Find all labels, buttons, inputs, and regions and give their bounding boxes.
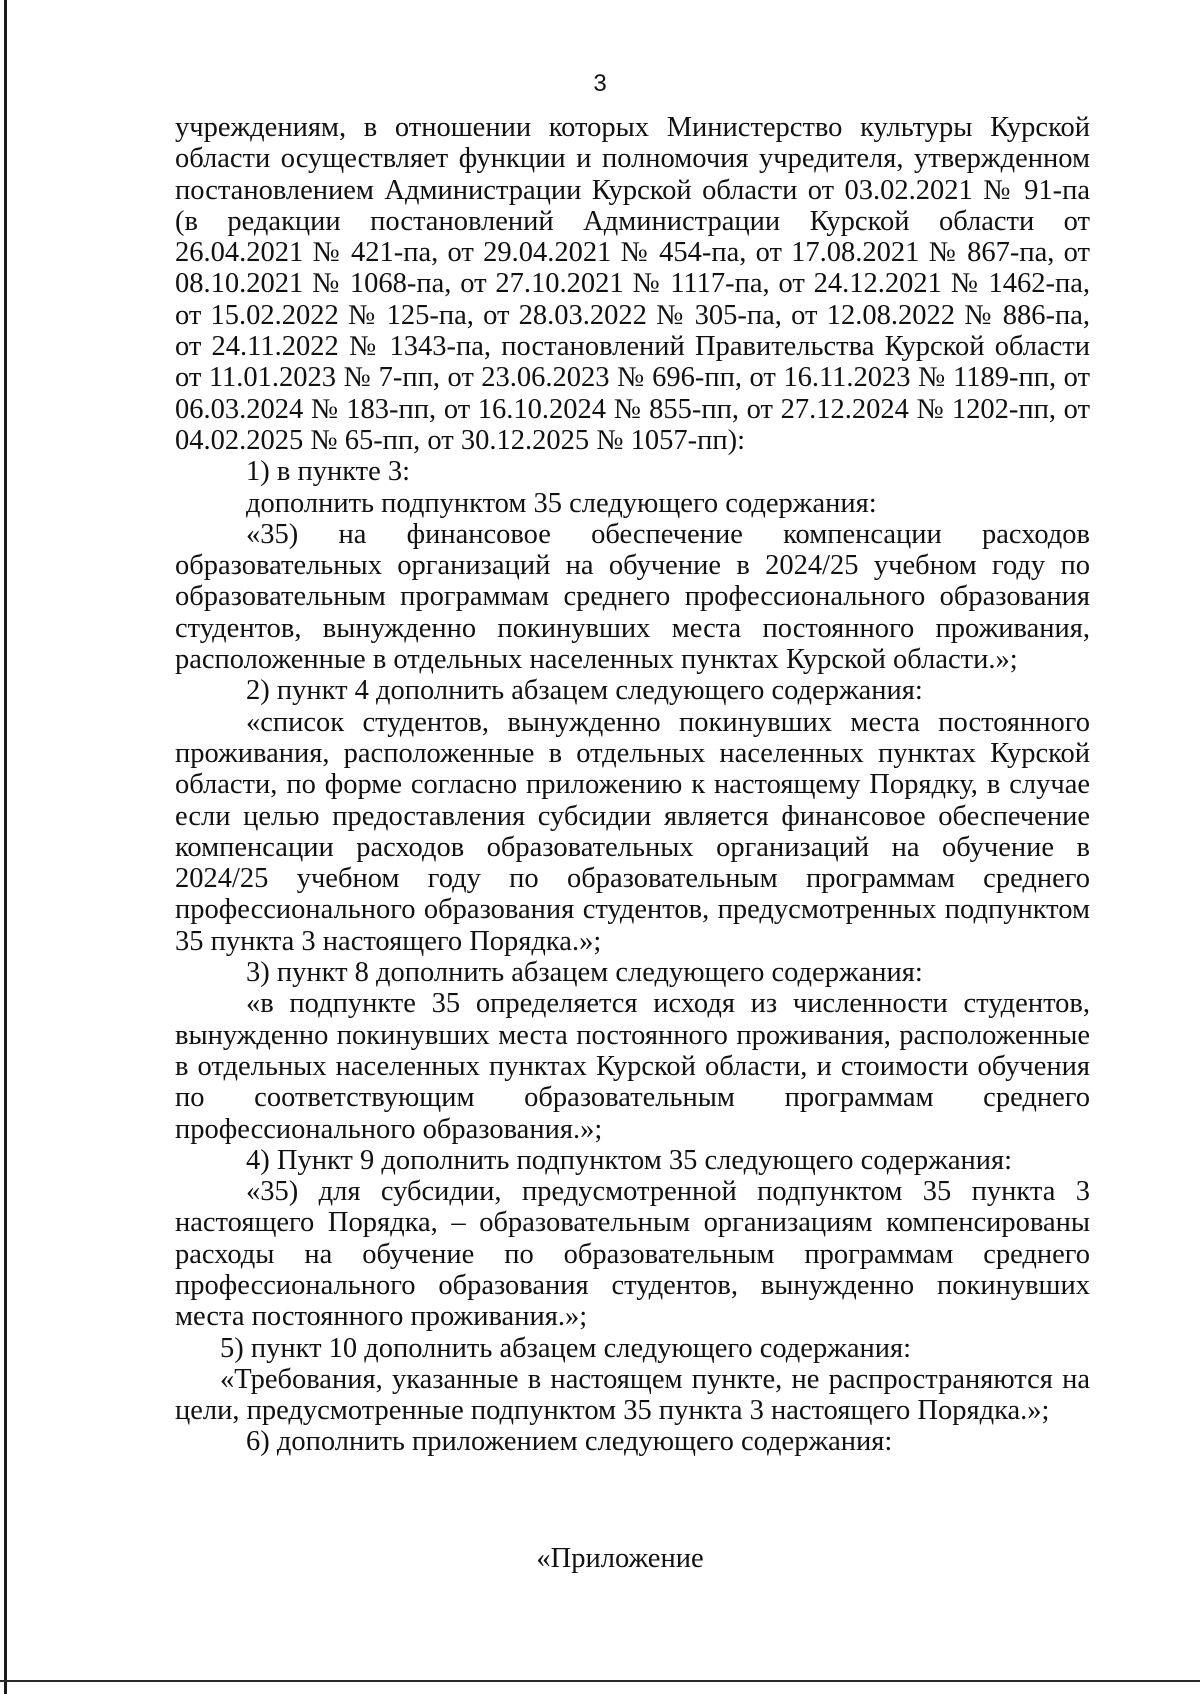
paragraph-item-3-text: «в подпункте 35 определяется исходя из численности студентов, вынужденно покинувших места постоянного проживания, расположенные в отдельных населенных пунктах Курской области, и стоимости обучения по соответствующим образовательным программам среднего профессионального образования.»; xyxy=(175,988,1090,1145)
paragraph-item-5: 5) пункт 10 дополнить абзацем следующего содержания: xyxy=(220,1332,912,1364)
paragraph-item-4-text: «35) для субсидии, предусмотренной подпунктом 35 пункта 3 настоящего Порядка, – образовательным организациям компенсированы расходы на обучение по образовательным программам среднего профессионального образования студентов, вынужденно покинувших места постоянного проживания.»; xyxy=(175,1176,1090,1333)
paragraph-item-1-text: дополнить подпунктом 35 следующего содержания: xyxy=(246,487,877,519)
paragraph-item-1: 1) в пункте 3: xyxy=(246,456,411,488)
scan-edge-bottom xyxy=(0,1680,1200,1682)
document-body xyxy=(175,112,1090,1458)
paragraph-item-4: 4) Пункт 9 дополнить подпунктом 35 следующего содержания: xyxy=(246,1144,1013,1176)
paragraph-item-2: 2) пункт 4 дополнить абзацем следующего содержания: xyxy=(246,675,923,707)
page-number: 3 xyxy=(593,70,607,97)
paragraph-preamble: учреждениям, в отношении которых Министерство культуры Курской области осуществляет функции и полномочия учредителя, утвержденном постановлением Администрации Курской области от 03.02.2021 № 91-па (в редакции постановлений Администрации Курской области от 26.04.2021 № 421-па, от 29.04.2021 № 454-па, от 17.08.2021 № 867-па, от 08.10.2021 № 1068-па, от 27.10.2021 № 1117-па, от 24.12.2021 № 1462-па, от 15.02.2022 № 125-па, от 28.03.2022 № 305-па, от 12.08.2022 № 886-па, от 24.11.2022 № 1343-па, постановлений Правительства Курской области от 11.01.2023 № 7-пп, от 23.06.2023 № 696-пп, от 16.11.2023 № 1189-пп, от 06.03.2024 № 183-пп, от 16.10.2024 № 855-пп, от 27.12.2024 № 1202-пп, от 04.02.2025 № 65-пп, от 30.12.2025 № 1057-пп): xyxy=(175,112,1090,456)
paragraph-subitem-35: «35) на финансовое обеспечение компенсации расходов образовательных организаций на обучение в 2024/25 учебном году по образовательным программам среднего профессионального образования студентов, вынужденно покинувших места постоянного проживания, расположенные в отдельных населенных пунктах Курской области.»; xyxy=(175,518,1090,676)
paragraph-item-3: 3) пункт 8 дополнить абзацем следующего содержания: xyxy=(246,957,923,989)
scan-edge-left xyxy=(4,0,7,1694)
appendix-title: «Приложение xyxy=(536,1543,704,1574)
paragraph-item-2-text: «список студентов, вынужденно покинувших места постоянного проживания, расположенные в отдельных населенных пунктах Курской области, по форме согласно приложению к настоящему Порядку, в случае если целью предоставления субсидии является финансовое обеспечение компенсации расходов образовательных организаций на обучение в 2024/25 учебном году по образовательным программам среднего профессионального образования студентов, предусмотренных подпунктом 35 пункта 3 настоящего Порядка.»; xyxy=(175,706,1090,957)
paragraph-item-5-text: «Требования, указанные в настоящем пункте, не распространяются на цели, предусмотренные подпунктом 35 пункта 3 настоящего Порядка.»; xyxy=(175,1363,1090,1427)
paragraph-item-6: 6) дополнить приложением следующего содержания: xyxy=(246,1426,893,1458)
